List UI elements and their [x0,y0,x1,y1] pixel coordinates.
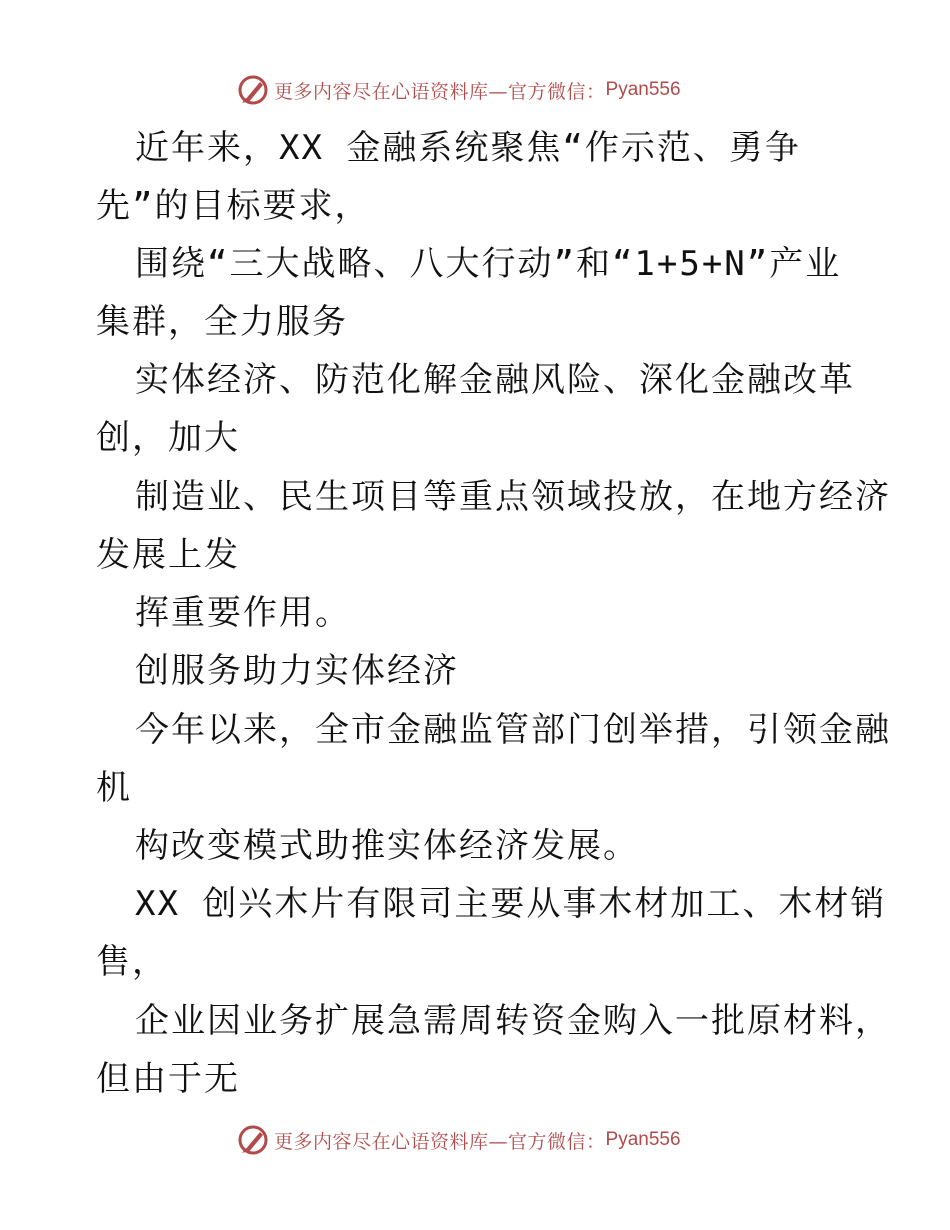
footer-watermark [236,1122,681,1158]
body-line: 创，加大 [96,418,240,458]
body-line: XX 创兴木片有限司主要从事木材加工、木材销 [135,884,887,924]
watermark-wechat-id: Pyan556 [605,79,681,100]
body-line: 围绕“三大战略、八大行动”和“1+5+N”产业 [135,244,842,284]
body-line: 今年以来，全市金融监管部门创举措，引领金融 [135,710,891,750]
body-line: 实体经济、防范化解金融风险、深化金融改革 [135,360,855,400]
body-line: 挥重要作用。 [135,593,351,633]
body-line: 制造业、民生项目等重点领域投放，在地方经济 [135,477,891,517]
watermark-text: 更多内容尽在心语资料库—官方微信： [274,80,606,103]
body-line: 发展上发 [96,535,240,575]
watermark-text: 更多内容尽在心语资料库—官方微信： [274,1130,606,1153]
watermark-wechat-id: Pyan556 [605,1129,681,1150]
body-line: 企业因业务扩展急需周转资金购入一批原材料， [135,1001,891,1041]
body-line: 先”的目标要求， [96,186,371,226]
body-line: 售， [96,942,168,982]
pen-logo-icon [236,1123,270,1157]
body-line: 机 [96,768,132,808]
body-line: 近年来，XX 金融系统聚焦“作示范、勇争 [135,128,801,168]
section-heading: 创服务助力实体经济 [135,651,459,691]
header-watermark [236,72,681,108]
pen-logo-icon [236,73,270,107]
body-line: 但由于无 [96,1059,240,1099]
body-line: 集群，全力服务 [96,302,348,342]
body-line: 构改变模式助推实体经济发展。 [135,826,639,866]
